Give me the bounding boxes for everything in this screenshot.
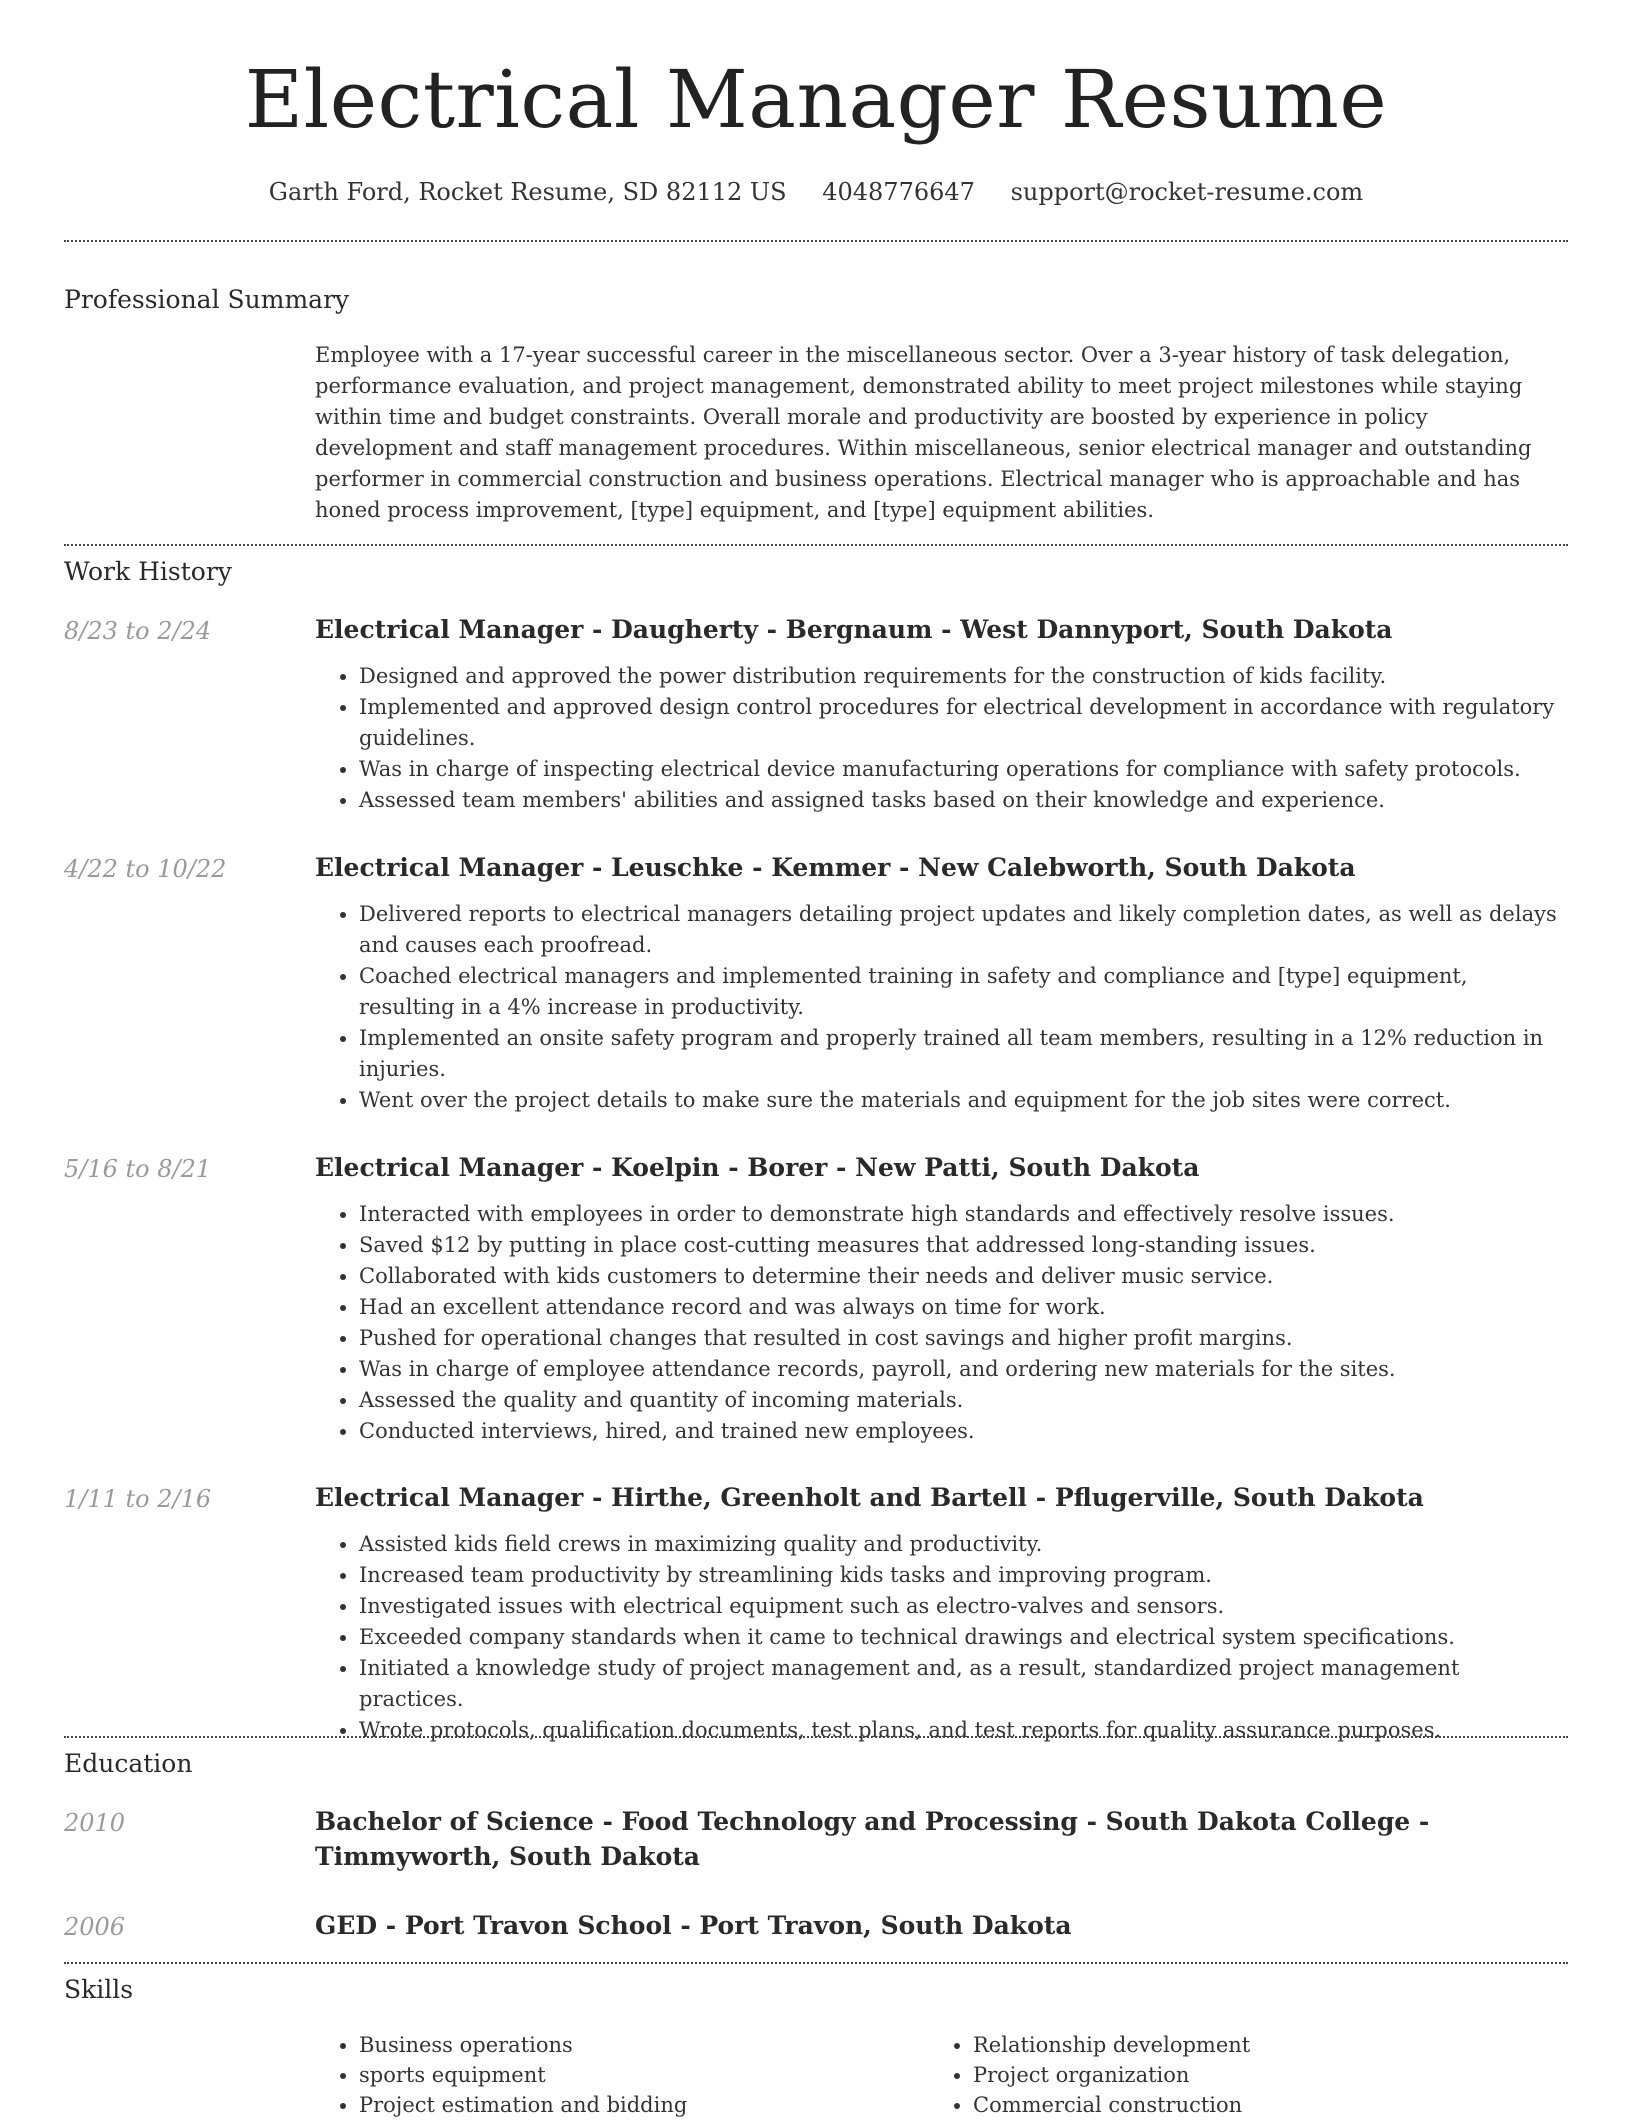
- list-item: • Exceeded company standards when it came to technical drawings and electrical system specifications.: [359, 1622, 1565, 1653]
- list-item: • Wrote protocols, qualification documents, test plans, and test reports for quality assurance purposes.: [359, 1715, 1565, 1746]
- divider: [64, 544, 1568, 546]
- list-item: • Collaborated with kids customers to determine their needs and deliver music service.: [359, 1261, 1565, 1292]
- list-item: • Delivered reports to electrical managers detailing project updates and likely completion dates, as well as delays and causes each proofread.: [359, 899, 1565, 961]
- education-text: GED - Port Travon School - Port Travon, South Dakota: [315, 1911, 1072, 1940]
- contact-phone: 4048776647: [822, 178, 975, 206]
- job-title: Electrical Manager - Hirthe, Greenholt and Bartell - Pflugerville, South Dakota: [315, 1483, 1424, 1512]
- job-dates: 1/11 to 2/16: [64, 1485, 212, 1513]
- education-entry: [315, 1908, 1565, 1943]
- list-item: • Interacted with employees in order to demonstrate high standards and effectively resolve issues.: [359, 1199, 1565, 1230]
- list-item: • Implemented and approved design control procedures for electrical development in accordance with regulatory guidelines.: [359, 692, 1565, 754]
- list-item: • Investigated issues with electrical equipment such as electro-valves and sensors.: [359, 1591, 1565, 1622]
- list-item: • Coached electrical managers and implemented training in safety and compliance and [type] equipment, resulting in a 4% increase in productivity.: [359, 961, 1565, 1023]
- education-year: 2010: [64, 1809, 126, 1837]
- resume-header: [0, 0, 1632, 208]
- list-item: • Relationship development: [973, 2030, 1543, 2060]
- list-item: • Was in charge of inspecting electrical device manufacturing operations for compliance with safety protocols.: [359, 754, 1565, 785]
- list-item: • Was in charge of employee attendance records, payroll, and ordering new materials for the sites.: [359, 1354, 1565, 1385]
- list-item: • Implemented an onsite safety program and properly trained all team members, resulting in a 12% reduction in injuries.: [359, 1023, 1565, 1085]
- list-item: • Had an excellent attendance record and was always on time for work.: [359, 1292, 1565, 1323]
- list-item: • sports equipment: [359, 2060, 929, 2090]
- list-item: • Assessed the quality and quantity of incoming materials.: [359, 1385, 1565, 1416]
- list-item: • Designed and approved the power distribution requirements for the construction of kids facility.: [359, 661, 1565, 692]
- skills-column-right: [929, 2030, 1543, 2120]
- job-bullets: [315, 1529, 1565, 1746]
- contact-email: support@rocket-resume.com: [1010, 178, 1364, 206]
- list-item: • Assisted kids field crews in maximizing quality and productivity.: [359, 1529, 1565, 1560]
- divider: [64, 240, 1568, 242]
- list-item: • Initiated a knowledge study of project management and, as a result, standardized project management practices.: [359, 1653, 1565, 1715]
- list-item: • Went over the project details to make sure the materials and equipment for the job sites were correct.: [359, 1085, 1565, 1116]
- job-dates: 4/22 to 10/22: [64, 855, 227, 883]
- section-title-summary: Professional Summary: [64, 285, 350, 314]
- list-item: • Project estimation and bidding: [359, 2090, 929, 2120]
- job-title: Electrical Manager - Leuschke - Kemmer - New Calebworth, South Dakota: [315, 853, 1356, 882]
- job-dates: 5/16 to 8/21: [64, 1155, 212, 1183]
- education-text: Bachelor of Science - Food Technology and Processing - South Dakota College - Timmyworth, South Dakota: [315, 1807, 1430, 1871]
- list-item: • Commercial construction: [973, 2090, 1543, 2120]
- job-entry: [315, 1150, 1565, 1447]
- section-title-education: Education: [64, 1749, 193, 1778]
- page-title: Electrical Manager Resume: [244, 53, 1388, 146]
- skills-column-left: [315, 2030, 929, 2120]
- job-title: Electrical Manager - Daugherty - Bergnaum - West Dannyport, South Dakota: [315, 615, 1393, 644]
- list-item: • Increased team productivity by streamlining kids tasks and improving program.: [359, 1560, 1565, 1591]
- section-title-skills: Skills: [64, 1975, 134, 2004]
- divider: [64, 1736, 1568, 1738]
- list-item: • Business operations: [359, 2030, 929, 2060]
- job-bullets: [315, 661, 1565, 816]
- list-item: • Project organization: [973, 2060, 1543, 2090]
- contact-address: Garth Ford, Rocket Resume, SD 82112 US: [268, 178, 787, 206]
- education-entry: [315, 1804, 1565, 1874]
- section-title-work: Work History: [64, 557, 232, 586]
- divider: [64, 1962, 1568, 1964]
- list-item: • Pushed for operational changes that resulted in cost savings and higher profit margins.: [359, 1323, 1565, 1354]
- education-year: 2006: [64, 1913, 126, 1941]
- job-title: Electrical Manager - Koelpin - Borer - New Patti, South Dakota: [315, 1153, 1200, 1182]
- job-entry: [315, 850, 1565, 1116]
- contact-line: [0, 176, 1632, 208]
- job-bullets: [315, 1199, 1565, 1447]
- job-entry: [315, 612, 1565, 816]
- job-bullets: [315, 899, 1565, 1116]
- job-dates: 8/23 to 2/24: [64, 617, 212, 645]
- list-item: • Assessed team members' abilities and assigned tasks based on their knowledge and experience.: [359, 785, 1565, 816]
- list-item: • Saved $12 by putting in place cost-cutting measures that addressed long-standing issues.: [359, 1230, 1565, 1261]
- skills-list: [315, 2030, 1565, 2120]
- job-entry: [315, 1480, 1565, 1746]
- list-item: • Conducted interviews, hired, and trained new employees.: [359, 1416, 1565, 1447]
- summary-block: [315, 340, 1565, 526]
- summary-text: Employee with a 17-year successful career in the miscellaneous sector. Over a 3-year history of task delegation, performance evaluation, and project management, demonstrated ability to meet project milestones while staying within time and budget constraints. Overall morale and productivity are boosted by experience in policy development and staff management procedures. Within miscellaneous, senior electrical manager and outstanding performer in commercial construction and business operations. Electrical manager who is approachable and has honed process improvement, [type] equipment, and [type] equipment abilities.: [315, 343, 1532, 522]
